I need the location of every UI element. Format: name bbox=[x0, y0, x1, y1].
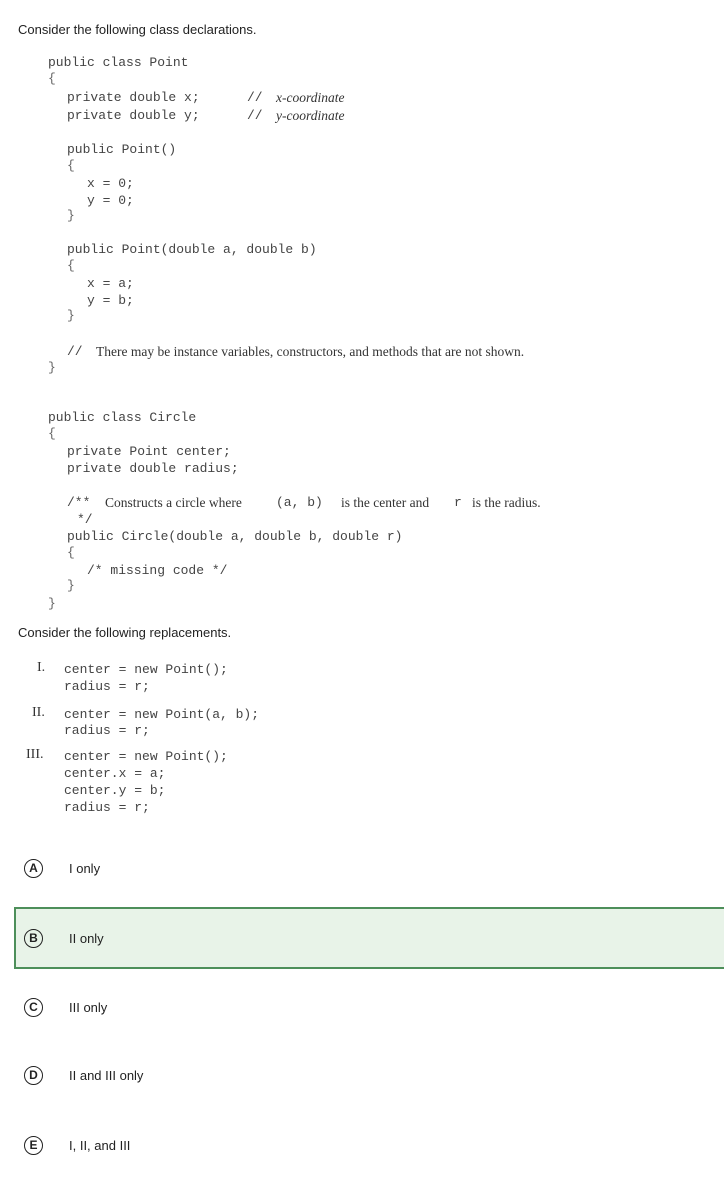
replacement-line: radius = r; bbox=[64, 679, 150, 694]
circle-field-radius: private double radius; bbox=[67, 461, 239, 476]
choice-letter-badge: A bbox=[24, 859, 43, 878]
choice-letter-badge: D bbox=[24, 1066, 43, 1085]
circle-ctor-header: public Circle(double a, double b, double r) bbox=[67, 529, 403, 544]
choice-d[interactable] bbox=[14, 1045, 724, 1105]
choice-label: II only bbox=[69, 930, 104, 946]
circle-class-header: public class Circle bbox=[48, 410, 197, 425]
replacement-numeral: III. bbox=[26, 747, 44, 762]
javadoc-text: is the radius. bbox=[472, 495, 541, 510]
replacements-intro: Consider the following replacements. bbox=[18, 625, 232, 640]
replacement-line: radius = r; bbox=[64, 723, 150, 738]
choice-letter-badge: B bbox=[24, 929, 43, 948]
choice-c[interactable] bbox=[14, 977, 724, 1037]
point-class-header: public class Point bbox=[48, 55, 189, 70]
point-open-brace: { bbox=[48, 71, 56, 86]
point-comment-x: x-coordinate bbox=[276, 90, 345, 105]
choice-label: I only bbox=[69, 860, 101, 876]
replacement-line: center = new Point(a, b); bbox=[64, 707, 260, 722]
choice-letter-badge: E bbox=[24, 1136, 43, 1155]
point-close-brace: } bbox=[48, 360, 56, 375]
replacement-line: center.y = b; bbox=[64, 783, 166, 798]
point-ctor2-line1: x = a; bbox=[87, 276, 134, 291]
point-ctor2-header: public Point(double a, double b) bbox=[67, 242, 317, 257]
replacement-line: radius = r; bbox=[64, 800, 150, 815]
circle-open-brace: { bbox=[48, 426, 56, 441]
choice-b[interactable] bbox=[14, 907, 724, 969]
replacement-line: center = new Point(); bbox=[64, 662, 228, 677]
replacement-numeral: II. bbox=[32, 705, 45, 720]
point-note-comment: There may be instance variables, constructors, and methods that are not shown. bbox=[96, 344, 525, 359]
point-ctor2-line2: y = b; bbox=[87, 293, 134, 308]
missing-code-comment: /* missing code */ bbox=[87, 563, 228, 578]
point-comment-y: y-coordinate bbox=[276, 108, 345, 123]
choice-label: III only bbox=[69, 999, 108, 1015]
point-field-y: private double y; bbox=[67, 108, 200, 123]
point-field-x: private double x; bbox=[67, 90, 200, 105]
circle-ctor-open: { bbox=[67, 545, 75, 560]
replacement-numeral: I. bbox=[37, 660, 46, 675]
choice-e[interactable] bbox=[14, 1115, 724, 1175]
javadoc-code: (a, b) bbox=[276, 495, 323, 510]
javadoc-code: r bbox=[454, 495, 462, 510]
circle-close-brace: } bbox=[48, 596, 56, 611]
choice-label: I, II, and III bbox=[69, 1137, 131, 1153]
choice-label: II and III only bbox=[69, 1067, 144, 1083]
point-ctor0-open: { bbox=[67, 158, 75, 173]
comment-slashes: // bbox=[67, 344, 83, 359]
circle-ctor-close: } bbox=[67, 578, 75, 593]
javadoc-text: is the center and bbox=[341, 495, 430, 510]
javadoc-text: Constructs a circle where bbox=[105, 495, 242, 510]
choice-letter-badge: C bbox=[24, 998, 43, 1017]
javadoc-close: */ bbox=[77, 512, 93, 527]
point-ctor0-line2: y = 0; bbox=[87, 193, 134, 208]
comment-slashes: // bbox=[247, 90, 263, 105]
comment-slashes: // bbox=[247, 108, 263, 123]
point-ctor0-close: } bbox=[67, 208, 75, 223]
circle-field-center: private Point center; bbox=[67, 444, 231, 459]
point-ctor2-close: } bbox=[67, 308, 75, 323]
point-ctor0-header: public Point() bbox=[67, 142, 177, 157]
replacement-line: center = new Point(); bbox=[64, 749, 228, 764]
question-intro: Consider the following class declarations. bbox=[18, 22, 257, 37]
choice-a[interactable] bbox=[14, 838, 724, 898]
javadoc-open: /** bbox=[67, 495, 91, 510]
replacement-line: center.x = a; bbox=[64, 766, 166, 781]
point-ctor2-open: { bbox=[67, 258, 75, 273]
point-ctor0-line1: x = 0; bbox=[87, 176, 134, 191]
